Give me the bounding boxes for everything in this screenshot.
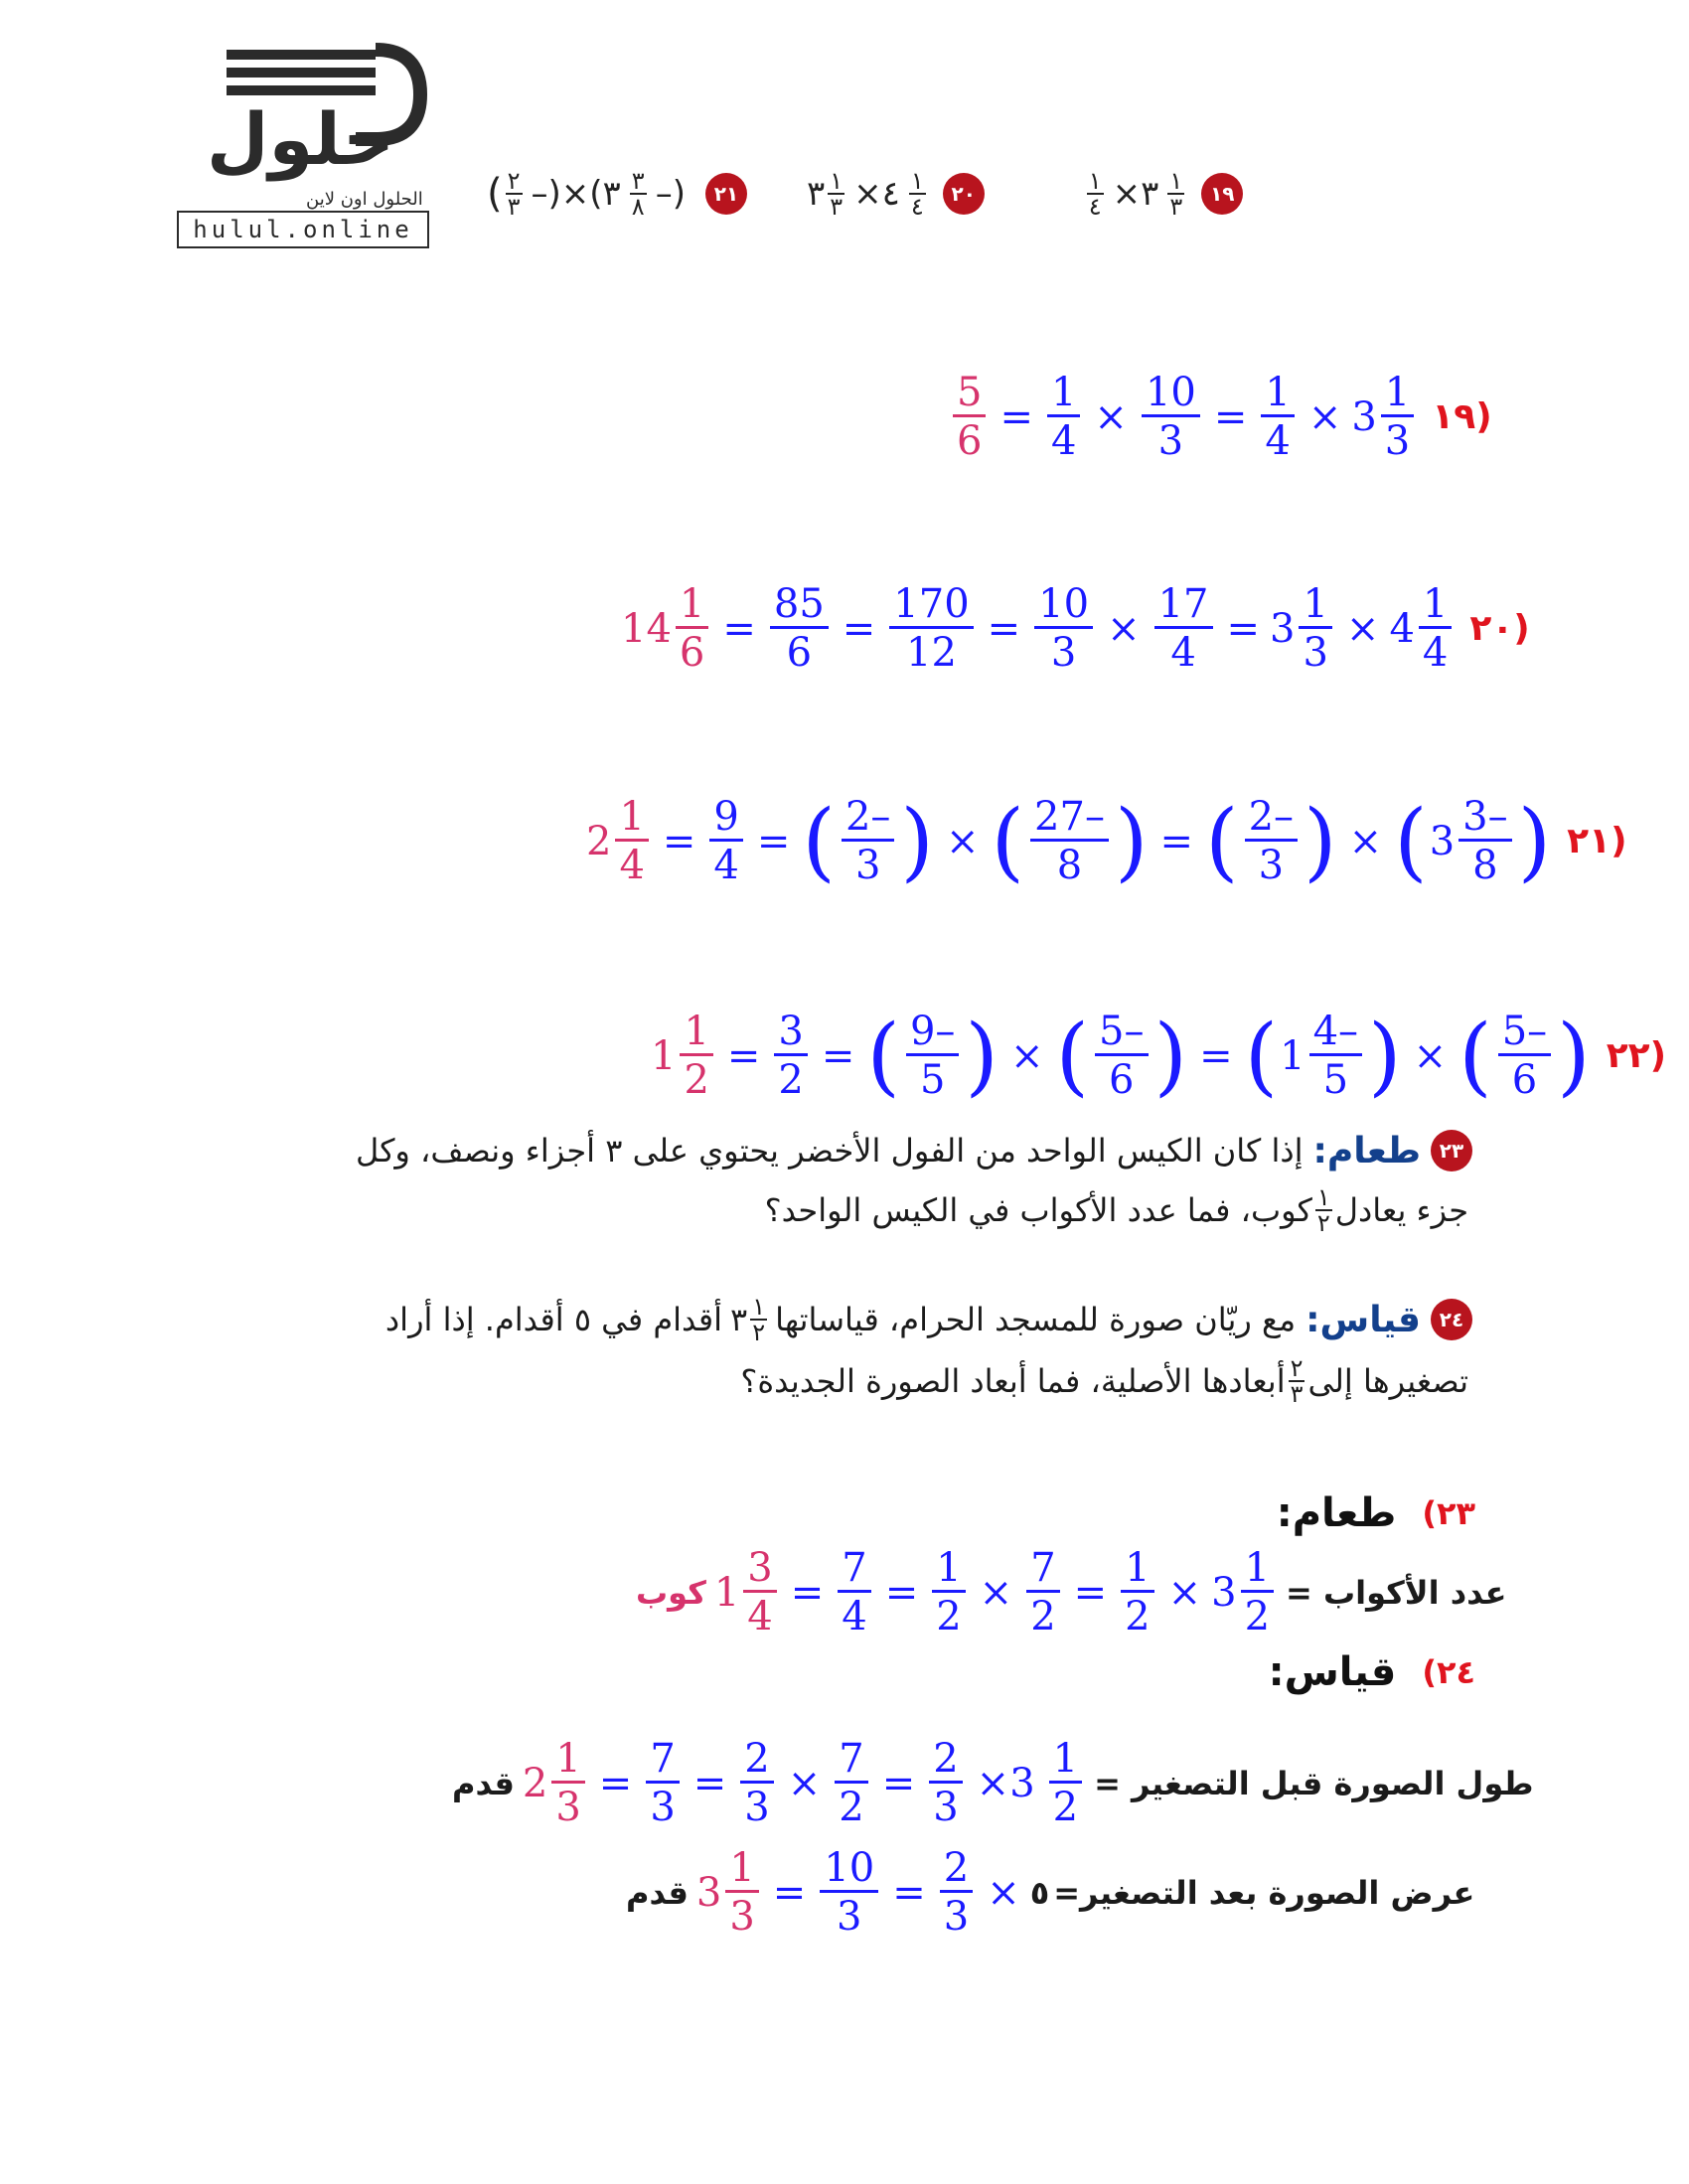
logo-tagline: الحلول اون لاين — [306, 189, 423, 210]
question-23-badge: ٢٣ — [1431, 1130, 1472, 1171]
question-24-title: قياس: — [1305, 1299, 1421, 1340]
question-23: ٢٣ طعام: إذا كان الكيس الواحد من الفول الأخضر يحتوي على ٣ أجزاء ونصف، وكل جزء يعادل ١ ٢ كوب، فما عدد الأكواب في الكيس الواحد؟ — [181, 1123, 1472, 1242]
answer-24-heading — [1269, 1649, 1475, 1695]
solution-21-label: ٢١) — [1567, 821, 1627, 861]
logo-name: حلول — [207, 97, 394, 181]
answer-24-label: ٢٤) — [1422, 1653, 1475, 1691]
question-23-line2a: جزء يعادل — [1334, 1191, 1468, 1229]
problems-header: ( ٢ ٣ –)×(٣ ٣ ٨ –) ٢١ ٣ ١ ٣ ×٤ ١ ٤ ٢٠ ١ ٤ ×٣ ١ ٣ ١٩ — [487, 169, 1243, 219]
solution-19: $\frac{5}{6}$ = $\frac{1}{4}$ × $\frac{10}{3}$ = $\frac{1}{4}$ × 3 $\frac{1}{3}$ ١٩) — [949, 373, 1492, 461]
answer-24-line1: قدم 2 $\frac{1}{3}$ = $\frac{7}{3}$ = $\frac{2}{3}$ × $\frac{7}{2}$ = $\frac{2}{3}$ ×3 $\frac{1}{2}$ طول الصورة قبل التصغير = — [452, 1736, 1534, 1830]
solution-21: 2 $\frac{1}{4}$ = $\frac{9}{4}$ = ( $\frac{2-}{3}$ ) × ( $\frac{27-}{8}$ ) = ( $\frac{2-}{3}$ ) × ( 3 $\frac{3-}{8}$ ) ٢١) — [586, 791, 1627, 891]
answer-24-title: قياس: — [1268, 1649, 1397, 1695]
question-23-line2b: كوب، فما عدد الأكواب في الكيس الواحد؟ — [764, 1191, 1312, 1229]
solution-22: 1 $\frac{1}{2}$ = $\frac{3}{2}$ = ( $\frac{9-}{5}$ ) × ( $\frac{5-}{6}$ ) = ( 1 $\frac{4-}{5}$ ) × ( $\frac{5-}{6}$ ) ٢٢) — [651, 1006, 1667, 1106]
answer-23-line: كوب 1 $\frac{3}{4}$ = $\frac{7}{4}$ = $\frac{1}{2}$ × $\frac{7}{2}$ = $\frac{1}{2}$ × 3 $\frac{1}{2}$ عدد الأكواب = — [636, 1545, 1507, 1639]
answer-23-title: طعام: — [1276, 1490, 1397, 1536]
logo — [177, 40, 437, 243]
p20-badge: ٢٠ — [943, 173, 985, 215]
answer-24-line2: قدم 3 $\frac{1}{3}$ = $\frac{10}{3}$ = $\frac{2}{3}$ × ٥ عرض الصورة بعد التصغير= — [626, 1845, 1475, 1940]
solution-20: 14 $\frac{1}{6}$ = $\frac{85}{6}$ = $\frac{170}{12}$ = $\frac{10}{3}$ × $\frac{17}{4}$ = 3 $\frac{1}{3}$ × 4 $\frac{1}{4}$ ٢٠) — [621, 581, 1530, 676]
question-24-badge: ٢٤ — [1431, 1299, 1472, 1340]
logo-domain: hulul.online — [177, 211, 429, 248]
question-23-title: طعام: — [1312, 1130, 1421, 1171]
solution-22-label: ٢٢) — [1606, 1035, 1667, 1076]
answer-23-heading — [1277, 1490, 1475, 1536]
question-23-line1: إذا كان الكيس الواحد من الفول الأخضر يحتوي على ٣ أجزاء ونصف، وكل — [355, 1132, 1304, 1170]
answer-23-label: ٢٣) — [1422, 1494, 1475, 1532]
p21-badge: ٢١ — [705, 173, 747, 215]
question-24: ٢٤ قياس: مع ريّان صورة للمسجد الحرام، قياساتها ١ ٢ ٣ أقدام في ٥ أقدام. إذا أراد تصغيرها إلى ٢ ٣ أبعادها الأصلية، فما أبعاد الصورة الجديدة؟ — [181, 1290, 1472, 1413]
solution-19-label: ١٩) — [1432, 396, 1492, 437]
p19-badge: ١٩ — [1201, 173, 1243, 215]
solution-20-label: ٢٠) — [1469, 608, 1530, 649]
p22-paren: ( — [487, 171, 503, 217]
